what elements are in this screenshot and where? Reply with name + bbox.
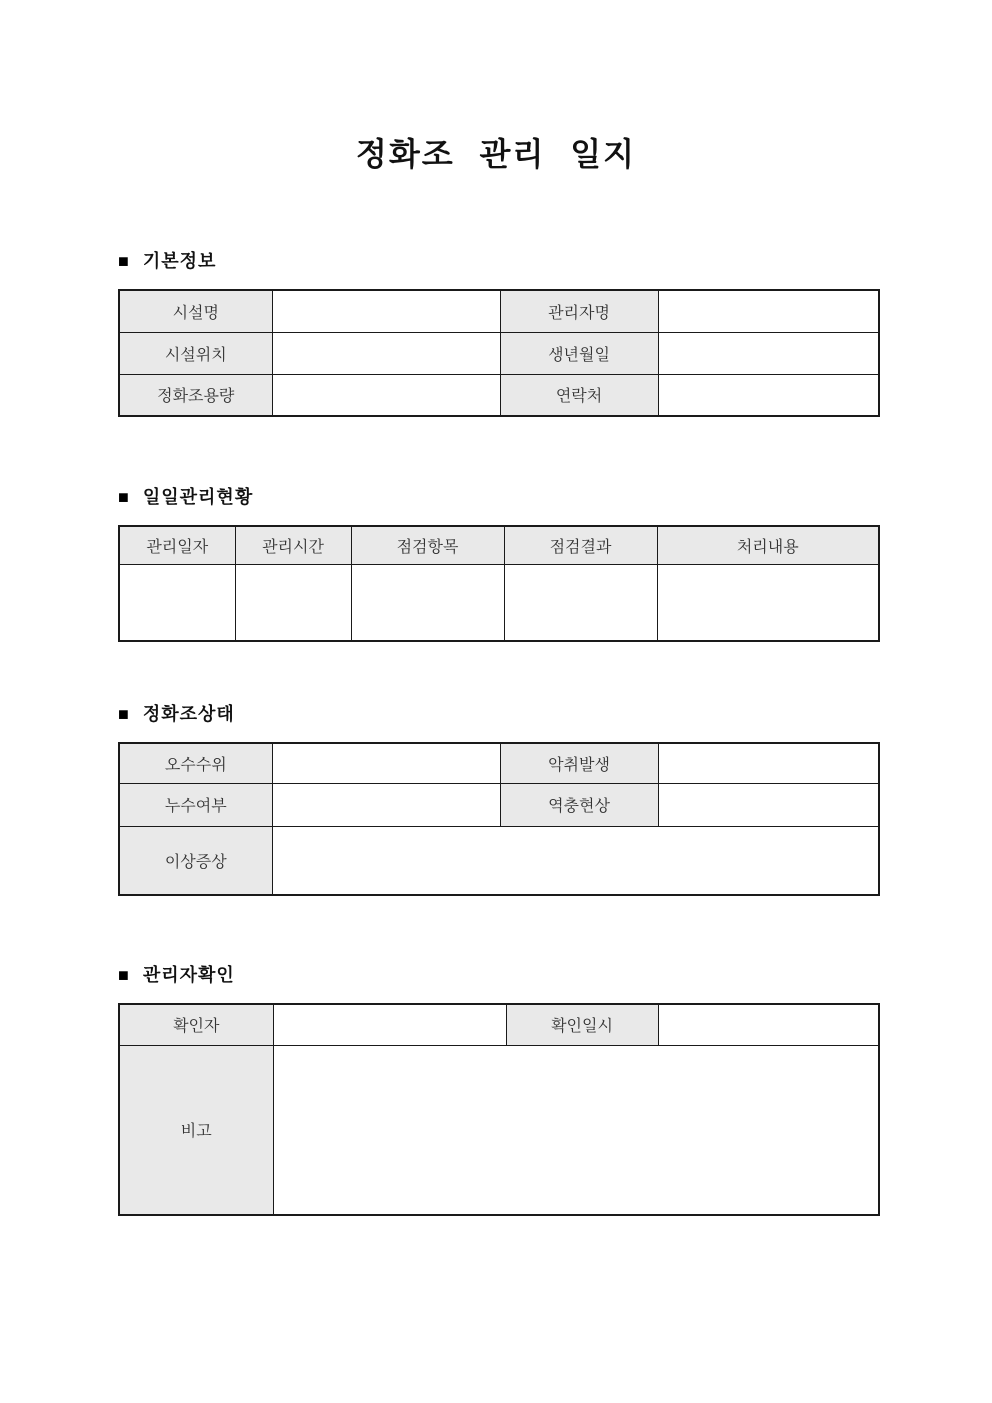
label-abnormal-symptoms: 이상증상 — [119, 826, 272, 895]
input-treatment-details[interactable] — [657, 564, 879, 641]
label-septic-tank-capacity: 정화조용량 — [119, 374, 272, 416]
septic-tank-condition-table — [118, 742, 880, 896]
label-manager-name: 관리자명 — [500, 290, 658, 332]
table-row — [119, 826, 879, 895]
input-facility-location[interactable] — [272, 332, 500, 374]
input-management-time[interactable] — [235, 564, 351, 641]
column-header-inspection-result: 점검결과 — [504, 526, 657, 564]
input-inspection-item[interactable] — [351, 564, 504, 641]
black-square-icon: ■ — [118, 251, 130, 271]
section-title-basic-info: 기본정보 — [142, 251, 217, 271]
black-square-icon: ■ — [118, 487, 130, 507]
column-header-management-time: 관리시간 — [235, 526, 351, 564]
section-title-septic-tank-condition: 정화조상태 — [142, 704, 235, 724]
table-row — [119, 374, 879, 416]
column-header-inspection-item: 점검항목 — [351, 526, 504, 564]
label-confirmer: 확인자 — [119, 1004, 273, 1045]
section-title-manager-confirmation: 관리자확인 — [142, 965, 235, 985]
input-management-date[interactable] — [119, 564, 235, 641]
input-confirmer[interactable] — [273, 1004, 506, 1045]
input-abnormal-symptoms[interactable] — [272, 826, 879, 895]
input-septic-tank-capacity[interactable] — [272, 374, 500, 416]
label-leakage-status: 누수여부 — [119, 783, 272, 826]
input-backflow-phenomenon[interactable] — [658, 783, 879, 826]
label-contact: 연락처 — [500, 374, 658, 416]
input-contact[interactable] — [658, 374, 879, 416]
label-odor-occurrence: 악취발생 — [500, 743, 658, 783]
input-sewage-level[interactable] — [272, 743, 500, 783]
input-birth-date[interactable] — [658, 332, 879, 374]
table-row — [119, 1004, 879, 1045]
manager-confirmation-table — [118, 1003, 880, 1216]
label-confirmation-datetime: 확인일시 — [506, 1004, 658, 1045]
table-row — [119, 1045, 879, 1215]
document-content — [118, 250, 878, 1216]
section-heading-septic-tank-condition — [118, 703, 878, 725]
label-remarks: 비고 — [119, 1045, 273, 1215]
label-birth-date: 생년월일 — [500, 332, 658, 374]
daily-management-table — [118, 525, 880, 642]
column-header-management-date: 관리일자 — [119, 526, 235, 564]
document-title: 정화조 관리 일지 — [355, 136, 637, 172]
section-heading-daily-management — [118, 486, 878, 508]
black-square-icon: ■ — [118, 704, 130, 724]
input-odor-occurrence[interactable] — [658, 743, 879, 783]
column-header-treatment-details: 처리내용 — [657, 526, 879, 564]
table-row — [119, 564, 879, 641]
section-heading-basic-info — [118, 250, 878, 272]
table-row — [119, 743, 879, 783]
section-title-daily-management: 일일관리현황 — [142, 487, 254, 507]
label-backflow-phenomenon: 역충현상 — [500, 783, 658, 826]
table-row — [119, 783, 879, 826]
table-header-row — [119, 526, 879, 564]
section-heading-manager-confirmation — [118, 964, 878, 986]
table-row — [119, 332, 879, 374]
label-sewage-level: 오수수위 — [119, 743, 272, 783]
black-square-icon: ■ — [118, 965, 130, 985]
basic-info-table — [118, 289, 880, 417]
label-facility-name: 시설명 — [119, 290, 272, 332]
input-confirmation-datetime[interactable] — [658, 1004, 879, 1045]
input-facility-name[interactable] — [272, 290, 500, 332]
input-leakage-status[interactable] — [272, 783, 500, 826]
input-manager-name[interactable] — [658, 290, 879, 332]
input-remarks[interactable] — [273, 1045, 879, 1215]
label-facility-location: 시설위치 — [119, 332, 272, 374]
table-row — [119, 290, 879, 332]
input-inspection-result[interactable] — [504, 564, 657, 641]
